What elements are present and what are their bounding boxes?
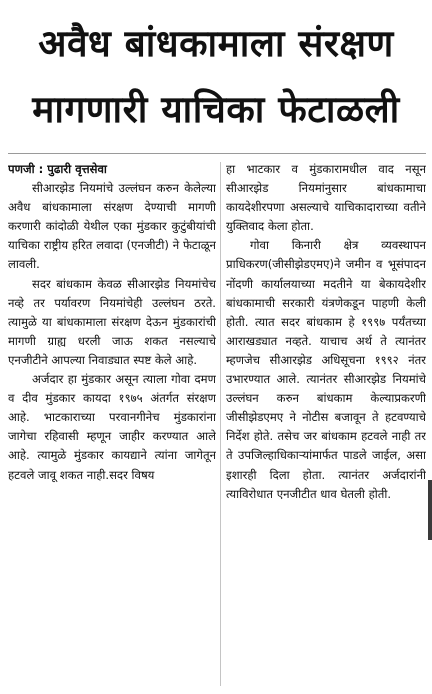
headline-line-1: अवैध बांधकामाला संरक्षण (38, 22, 394, 65)
right-paragraph-2: गोवा किनारी क्षेत्र व्यवस्थापन प्राधिकरण(जीसीझेडएमए)ने जमीन व भूसंपादन नोंदणी कार्यालयाच्या मदतीने या बेकायदेशीर बांधकामाची सरकारी यंत्रणेकडून पाहणी केली होती. त्यात सदर बांधकाम हे १९९७ पर्यंतच्या आराखड्यात नव्हते. याचाच अर्थ ते त्यानंतर म्हणजेच सीआरझेड अधिसूचना १९९२ नंतर उभारण्यात आले. त्यानंतर सीआरझेड नियमांचे उल्लंघन करुन बांधकाम केल्याप्रकरणी जीसीझेडएमए ने नोटीस बजावून ते हटवण्याचे निर्देश होते. तसेच जर बांधकाम हटवले नाही तर ते उपजिल्हाधिकाऱ्यांमार्फत पाडले जाईल, असा इशारही दिला होता. त्यानंतर अर्जदारांनी त्याविरोधात एनजीटीत धाव घेतली होती. (226, 238, 426, 501)
left-paragraph-1: सीआरझेड नियमांचे उल्लंघन करुन केलेल्या अवैध बांधकामाला संरक्षण देण्याची मागणी करणारी कांदोळी येथील एका मुंडकार कुटुंबीयांची याचिका राष्ट्रीय हरित लवादा (एनजीटी) ने फेटाळून लावली. (8, 181, 216, 272)
column-divider (220, 162, 221, 686)
headline-rule (8, 153, 426, 154)
byline-source: पुढारी वृत्तसेवा (47, 162, 107, 176)
page-edge-mark (428, 480, 432, 540)
left-column (8, 160, 216, 690)
left-paragraph-3: अर्जदार हा मुंडकार असून त्याला गोवा दमण व दीव मुंडकार कायदा १९७५ अंतर्गत संरक्षण आहे. भाटकाराच्या परवानगीनेच मुंडकारांना जागेचा रहिवासी म्हणून जाहीर करण्यात आले आहे. त्यामुळे मुंडकार कायद्याने त्यांना जागेतून हटवले जावू शकत नाही.सदर विषय (8, 372, 216, 482)
right-paragraph-1: हा भाटकार व मुंडकारामधील वाद नसून सीआरझेड नियमांनुसार बांधकामाचा कायदेशीरपणा असल्याचे याचिकादाराच्या वतीने युक्तिवाद केला होता. (226, 162, 426, 234)
right-column (226, 160, 426, 690)
byline-place: पणजी (8, 162, 35, 176)
byline-separator: : (34, 162, 48, 176)
byline (8, 160, 216, 179)
left-paragraph-2: सदर बांधकाम केवळ सीआरझेड नियमांचेच नव्हे तर पर्यावरण नियमांचेही उल्लंघन ठरते. त्यामुळे या बांधकामाला संरक्षण देऊन मुंडकारांची मागणी ग्राह्य धरली जाऊ शकत नसल्याचे एनजीटीने आपल्या निवाड्यात स्पष्ट केले आहे. (8, 276, 216, 367)
headline-line-2: मागणारी याचिका फेटाळली (32, 88, 400, 131)
headline (6, 6, 426, 158)
